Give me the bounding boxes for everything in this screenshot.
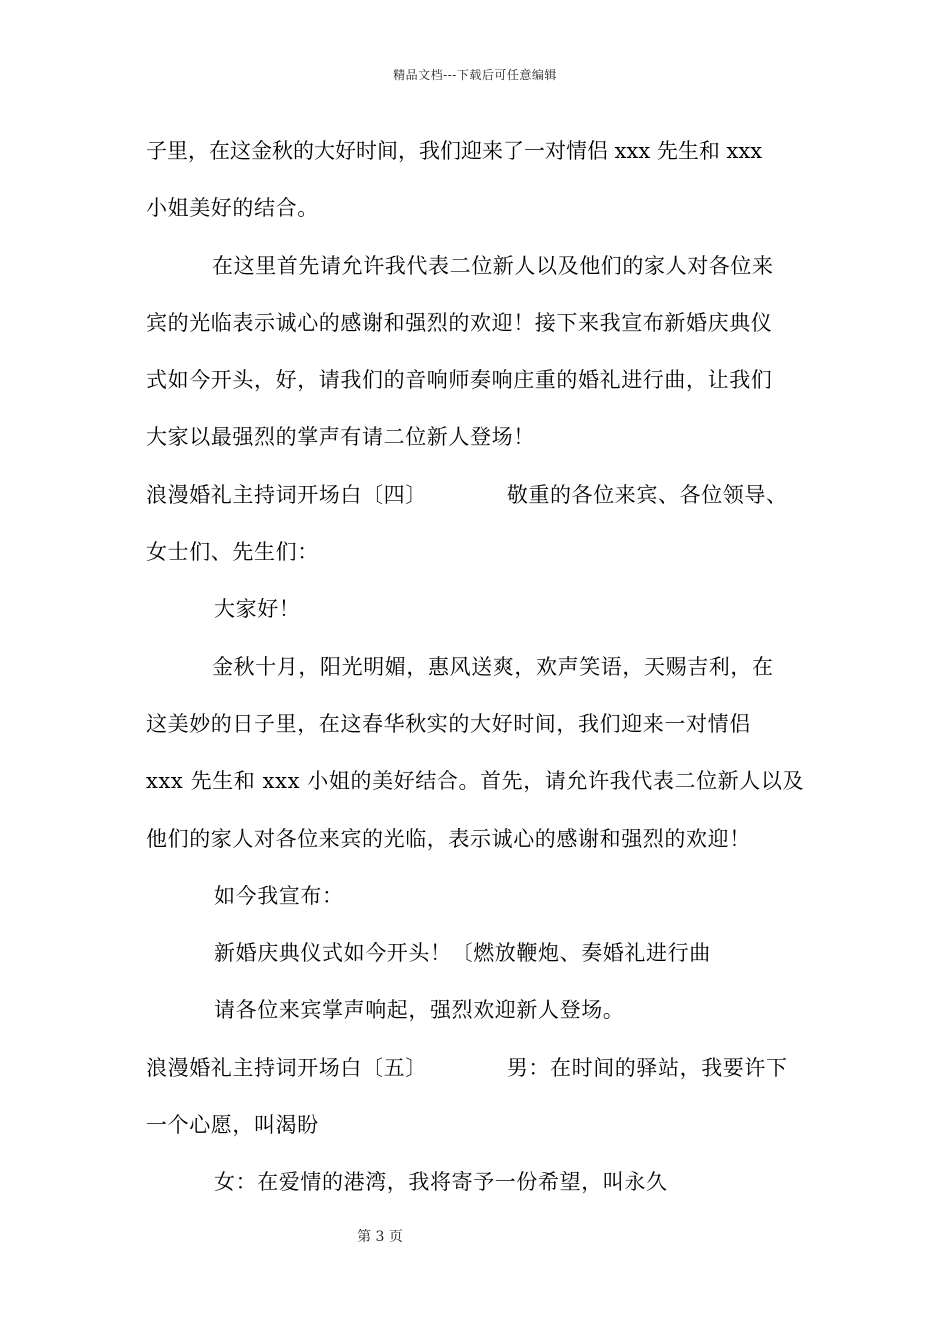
section-heading-line: [146, 1045, 810, 1102]
section-heading: 浪漫婚礼主持词开场白〔四〕: [146, 482, 427, 507]
text-line: 宾的光临表示诚心的感谢和强烈的欢迎！接下来我宣布新婚庆典仪: [146, 310, 773, 335]
paragraph-start: 新婚庆典仪式如今开头！〔燃放鞭炮、奏婚礼进行曲: [214, 941, 711, 966]
page-number: 第 3 页: [357, 1229, 403, 1245]
section-heading: 浪漫婚礼主持词开场白〔五〕: [146, 1055, 427, 1080]
text-line: xxx 先生和 xxx 小姐的美好结合。首先，请允许我代表二位新人以及: [146, 769, 805, 794]
paragraph-start: 大家好！: [214, 597, 301, 622]
paragraph-start: 请各位来宾掌声响起，强烈欢迎新人登场。: [214, 998, 625, 1023]
text-line: 他们的家人对各位来宾的光临，表示诚心的感谢和强烈的欢迎！: [146, 826, 751, 851]
paragraph-start: 在这里首先请允许我代表二位新人以及他们的家人对各位来: [212, 253, 774, 278]
text-line: 小姐美好的结合。: [146, 196, 319, 221]
text-line: 女士们、先生们：: [146, 540, 319, 565]
paragraph-start: 金秋十月，阳光明媚，惠风送爽，欢声笑语，天赐吉利，在: [212, 654, 774, 679]
paragraph-start: 女：在爱情的港湾，我将寄予一份希望，叫永久: [214, 1170, 668, 1195]
text-line: 这美妙的日子里，在这春华秋实的大好时间，我们迎来一对情侣: [146, 711, 751, 736]
text-line: 一个心愿，叫渴盼: [146, 1113, 319, 1138]
section-text: 男：在时间的驿站，我要许下: [506, 1055, 788, 1080]
section-heading-line: [146, 472, 810, 529]
document-body: [146, 128, 810, 1217]
section-text: 敬重的各位来宾、各位领导、: [506, 482, 788, 507]
paragraph-start: 如今我宣布：: [214, 883, 344, 908]
text-line: 大家以最强烈的掌声有请二位新人登场！: [146, 425, 535, 450]
text-line: 式如今开头，好，请我们的音响师奏响庄重的婚礼进行曲，让我们: [146, 368, 773, 393]
page-header: 精品文档---下载后可任意编辑: [393, 68, 557, 82]
text-line: 子里，在这金秋的大好时间，我们迎来了一对情侣 xxx 先生和 xxx: [146, 139, 763, 163]
